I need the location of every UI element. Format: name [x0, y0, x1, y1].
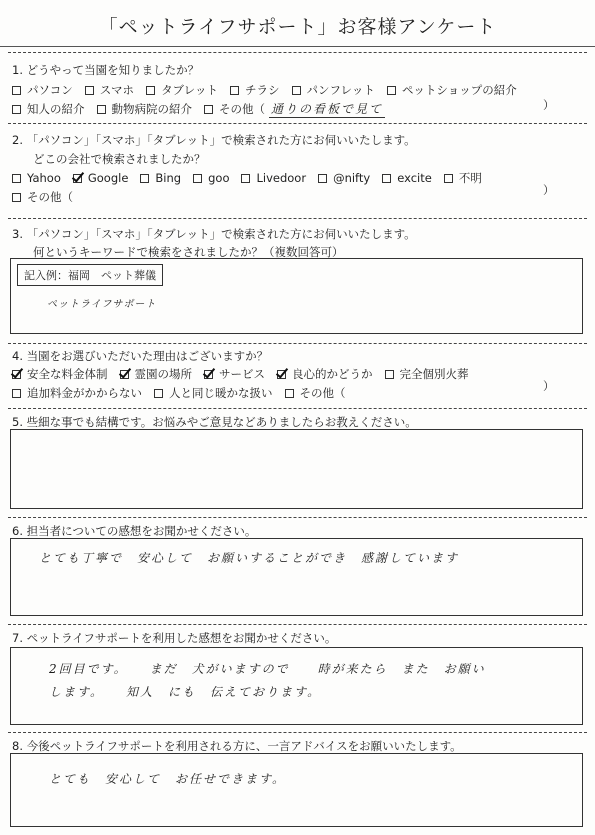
checkbox-checked[interactable] — [277, 370, 286, 379]
checkbox[interactable] — [241, 174, 250, 183]
checkbox[interactable] — [12, 86, 21, 95]
checkbox[interactable] — [387, 86, 396, 95]
q2-question-line2: どこの会社で検索されましたか？ — [33, 152, 206, 166]
q7-question: 7. ペットライフサポートを利用した感想をお聞かせください。 — [12, 631, 337, 645]
q1-option-petshop[interactable]: ペットショップの紹介 — [387, 82, 517, 98]
q4-option-conscientious[interactable]: 良心的かどうか — [277, 366, 373, 382]
q2-question-line1: 2. 「パソコン」「スマホ」「タブレット」で検索された方にお伺いいたします。 — [12, 133, 416, 147]
checkbox[interactable] — [382, 174, 391, 183]
section-divider — [8, 408, 587, 409]
section-divider — [8, 52, 587, 53]
checkbox[interactable] — [444, 174, 453, 183]
checkbox-checked[interactable] — [73, 174, 82, 183]
checkbox[interactable] — [193, 174, 202, 183]
q1-other-handwritten[interactable]: 通りの看板で見て — [271, 102, 384, 116]
q1-option-flyer[interactable]: チラシ — [230, 82, 280, 98]
q7-handwritten-answer-line2: します。 知人 にも 伝えております。 — [49, 685, 322, 699]
q8-handwritten-answer: とても 安心して お任せできます。 — [49, 772, 287, 786]
checkbox[interactable] — [285, 389, 294, 398]
q4-option-other[interactable]: その他（ — [285, 385, 346, 401]
section-divider — [8, 517, 587, 518]
checkbox[interactable] — [292, 86, 301, 95]
q1-options-row1 — [12, 82, 529, 98]
checkbox[interactable] — [230, 86, 239, 95]
checkbox[interactable] — [12, 193, 21, 202]
q4-option-location[interactable]: 霊園の場所 — [120, 366, 193, 382]
q6-answer-box[interactable] — [10, 538, 583, 616]
q1-option-smartphone[interactable]: スマホ — [85, 82, 134, 98]
q1-options-row2 — [12, 100, 385, 118]
checkbox-checked[interactable] — [120, 370, 129, 379]
q2-options-row1 — [12, 170, 494, 186]
checkbox[interactable] — [12, 105, 21, 114]
q3-question-line2: 何というキーワードで検索をされましたか？（複数回答可） — [33, 245, 344, 259]
checkbox-checked[interactable] — [12, 370, 21, 379]
section-divider — [8, 123, 587, 124]
checkbox[interactable] — [12, 174, 21, 183]
section-divider — [8, 732, 587, 733]
q3-answer-box[interactable] — [10, 258, 583, 334]
q4-option-individual-cremation[interactable]: 完全個別火葬 — [385, 366, 469, 382]
section-divider — [8, 624, 587, 625]
q2-option-livedoor[interactable]: Livedoor — [241, 171, 306, 185]
q2-option-unknown[interactable]: 不明 — [444, 170, 482, 186]
q4-option-no-extra-fee[interactable]: 追加料金がかからない — [12, 385, 142, 401]
q7-handwritten-answer-line1: 2回目です。 まだ 犬がいますので 時が来たら また お願い — [49, 662, 486, 676]
q4-question: 4. 当園をお選びいただいた理由はございますか？ — [12, 349, 269, 363]
survey-title: 「ペットライフサポート」お客様アンケート — [98, 16, 497, 38]
q1-option-other[interactable]: その他（ — [204, 101, 265, 117]
q4-options-row1 — [12, 366, 481, 382]
q1-option-vet[interactable]: 動物病院の紹介 — [97, 101, 193, 117]
checkbox[interactable] — [140, 174, 149, 183]
q2-option-bing[interactable]: Bing — [140, 171, 181, 185]
q1-option-pc[interactable]: パソコン — [12, 82, 73, 98]
q6-question: 6. 担当者についての感想をお聞かせください。 — [12, 524, 257, 538]
q1-close-paren: ） — [543, 98, 555, 112]
q5-question: 5. 些細な事でも結構です。お悩みやご意見などありましたらお教えください。 — [12, 415, 417, 429]
q3-question-line1: 3. 「パソコン」「スマホ」「タブレット」で検索された方にお伺いいたします。 — [12, 227, 416, 241]
q2-option-excite[interactable]: excite — [382, 171, 432, 185]
q8-answer-box[interactable] — [10, 753, 583, 827]
checkbox[interactable] — [154, 389, 163, 398]
q4-close-paren: ） — [543, 379, 555, 393]
section-divider — [8, 218, 587, 219]
q2-option-nifty[interactable]: @nifty — [318, 171, 370, 185]
checkbox[interactable] — [146, 86, 155, 95]
q7-answer-box[interactable] — [10, 647, 583, 725]
q4-options-row2 — [12, 385, 358, 401]
checkbox[interactable] — [85, 86, 94, 95]
checkbox[interactable] — [12, 389, 21, 398]
q1-option-pamphlet[interactable]: パンフレット — [292, 82, 375, 98]
q2-option-goo[interactable]: goo — [193, 171, 229, 185]
q4-option-safe-pricing[interactable]: 安全な料金体制 — [12, 366, 108, 382]
title-rule — [0, 46, 595, 47]
checkbox-checked[interactable] — [204, 370, 213, 379]
q4-option-warm-treatment[interactable]: 人と同じ暖かな扱い — [154, 385, 273, 401]
q1-option-tablet[interactable]: タブレット — [146, 82, 218, 98]
q3-example-label: 記入例：福岡 ペット葬儀 — [17, 264, 163, 286]
checkbox[interactable] — [204, 105, 213, 114]
checkbox[interactable] — [318, 174, 327, 183]
q8-question: 8. 今後ペットライフサポートを利用される方に、一言アドバイスをお願いいたします。 — [12, 739, 462, 753]
q1-question: 1. どうやって当園を知りましたか？ — [12, 63, 200, 77]
checkbox[interactable] — [385, 370, 394, 379]
q5-answer-box[interactable] — [10, 429, 583, 509]
q2-close-paren: ） — [543, 183, 555, 197]
q6-handwritten-answer: とても丁寧で 安心して お願いすることができ 感謝しています — [39, 551, 460, 565]
q3-handwritten-answer: ペットライフサポート — [47, 299, 157, 310]
q1-option-friend[interactable]: 知人の紹介 — [12, 101, 85, 117]
q2-option-other[interactable]: その他（ — [12, 189, 73, 205]
section-divider — [8, 343, 587, 344]
q2-option-google[interactable]: Google — [73, 171, 129, 185]
q2-options-row2 — [12, 189, 85, 205]
q4-option-service[interactable]: サービス — [204, 366, 265, 382]
q2-option-yahoo[interactable]: Yahoo — [12, 171, 61, 185]
checkbox[interactable] — [97, 105, 106, 114]
